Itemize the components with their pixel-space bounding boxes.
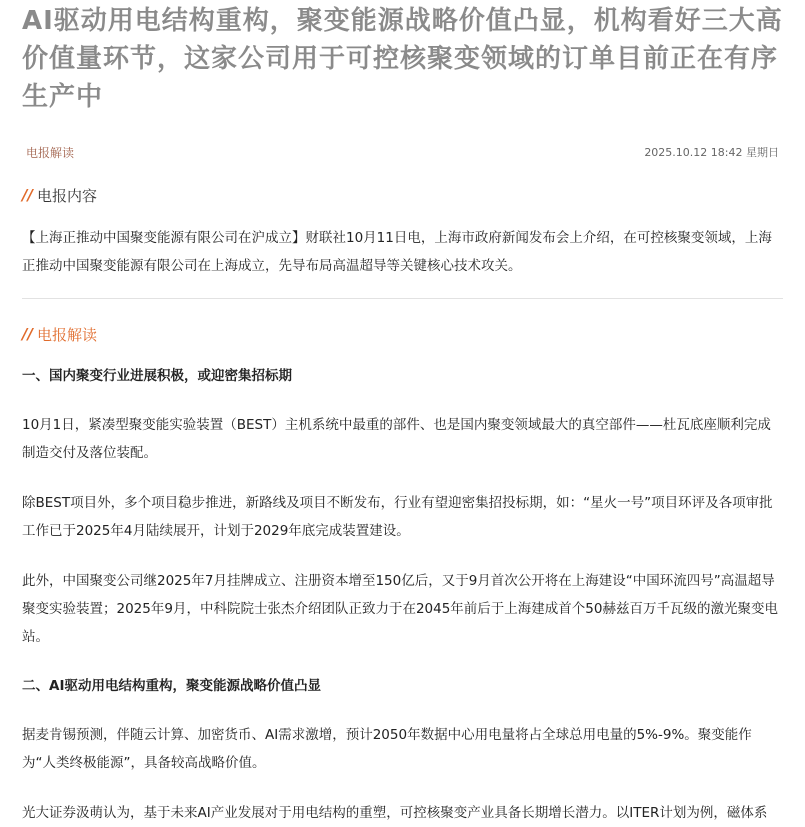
article-headline: AI驱动用电结构重构，聚变能源战略价值凸显，机构看好三大高价值量环节，这家公司用于可控核聚变领域的订单目前正在有序生产中 xyxy=(22,6,783,112)
section1-paragraph-2: 除BEST项目外，多个项目稳步推进，新路线及项目不断发布，行业有望迎密集招投标期，如：“星火一号”项目环评及各项审批工作已于2025年4月陆续展开，计划于2029年底完成装置建设。 xyxy=(22,495,773,539)
telegram-content-heading xyxy=(22,182,783,208)
section2-title: 二、AI驱动用电结构重构，聚变能源战略价值凸显 xyxy=(22,678,321,694)
section1-paragraph-3: 此外，中国聚变公司继2025年7月挂牌成立、注册资本增至150亿后，又于9月首次公开将在上海建设“中国环流四号”高温超导聚变实验装置；2025年9月，中科院院士张杰介绍团队正致力于在2045年前后于上海建成首个50赫兹百万千瓦级的激光聚变电站。 xyxy=(22,573,778,645)
section-mark-icon: // xyxy=(22,325,33,343)
article-meta xyxy=(22,140,783,164)
section-divider xyxy=(22,298,783,299)
section-label: 电报内容 xyxy=(36,186,97,205)
section-label: 电报解读 xyxy=(36,325,97,344)
section2-paragraph-1: 据麦肯锡预测，伴随云计算、加密货币、AI需求激增，预计2050年数据中心用电量将占全球总用电量的5%-9%。聚变能作为“人类终极能源”，具备较高战略价值。 xyxy=(22,727,752,771)
publish-timestamp: 2025.10.12 18:42 星期日 xyxy=(644,146,779,159)
telegram-analysis-heading xyxy=(22,321,783,347)
section2-paragraph-2: 光大证券汲萌认为，基于未来AI产业发展对于用电结构的重塑，可控核聚变产业具备长期增长潜力。以ITER计划为例，磁体系 xyxy=(22,805,768,821)
section-mark-icon: // xyxy=(22,186,33,204)
telegram-content-paragraph: 【上海正推动中国聚变能源有限公司在沪成立】财联社10月11日电，上海市政府新闻发布会上介绍，在可控核聚变领域，上海正推动中国聚变能源有限公司在上海成立，先导布局高温超导等关键核心技术攻关。 xyxy=(22,230,772,274)
section1-paragraph-1: 10月1日，紧凑型聚变能实验装置（BEST）主机系统中最重的部件、也是国内聚变领域最大的真空部件——杜瓦底座顺利完成制造交付及落位装配。 xyxy=(22,417,771,461)
category-tag[interactable]: 电报解读 xyxy=(26,145,75,160)
section1-title: 一、国内聚变行业进展积极，或迎密集招标期 xyxy=(22,368,292,384)
